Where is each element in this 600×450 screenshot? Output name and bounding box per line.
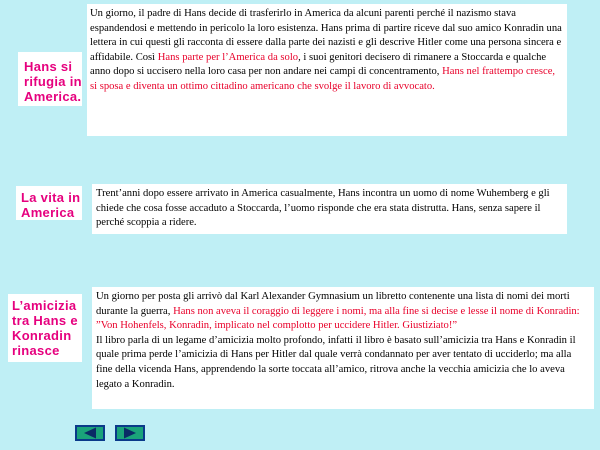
section-2-text [96, 187, 564, 231]
section-2-text-part-1: Trent’anni dopo essere arrivato in America casualmente, Hans incontra un uomo di nome Wuhemberg e gli chiede che cosa fosse accaduto a Stoccarda, l’uomo risponde che era stata distrutta. Hans, senza sapere il perché scoppia a ridere. [96, 188, 550, 229]
arrow-left-icon [77, 427, 103, 439]
section-3-title [12, 298, 84, 358]
section-1-title-line-3: America. [24, 89, 82, 104]
arrow-right-icon [117, 427, 143, 439]
section-1-highlight-1: Hans parte per l’America da solo [157, 51, 299, 63]
section-2-title [21, 190, 83, 220]
section-1-highlight-2: Hans nel frattempo cresce, si sposa e diventa un ottimo cittadino americano che svolge il lavoro di avvocato. [90, 66, 556, 92]
section-2-title-line-2: America [21, 205, 75, 220]
section-1-text [90, 7, 564, 95]
section-3-title-line-4: rinasce [12, 343, 60, 358]
section-3-title-line-1: L’amicizia [12, 298, 77, 313]
section-1-title-line-2: rifugia in [24, 74, 82, 89]
section-3-highlight-1: Hans non aveva il coraggio di leggere i nomi, ma alla fine si decise e lesse il nome di Konradin: ”Von Hohenfels, Konradin, implicato nel complotto per uccidere Hitler. Giustiziato!” [96, 305, 580, 332]
section-1-text-part-2: , i suoi genitori decisero di rimanere a Stoccarda e qualche anno dopo si uccisero nella loro casa per non andare nei campi di concentramento, [90, 51, 547, 78]
section-3-text-part-2: Il libro parla di un legame d’amicizia molto profondo, infatti il libro è basato sull’amicizia tra Hans e Konradin il quale prima perde l’amicizia di Hans per Hitler dal quale verrà condannato per aver tentato di ucciderlo; ma alla fine della vicenda Hans, apprendendo la sorte toccata all’amico, ritrova anche la vecchia amicizia che lo aveva legato a Konradin. [96, 334, 576, 390]
section-3-text [96, 290, 590, 392]
section-3-text-part-1: Un giorno per posta gli arrivò dal Karl Alexander Gymnasium un libretto contenente una lista di nomi dei morti durante la guerra, [96, 291, 570, 317]
prev-button[interactable] [75, 425, 105, 441]
section-1-title-line-1: Hans si [24, 59, 73, 74]
section-2-title-line-1: La vita in [21, 190, 81, 205]
section-3-title-line-3: Konradin [12, 328, 72, 343]
next-button[interactable] [115, 425, 145, 441]
section-3-title-line-2: tra Hans e [12, 313, 78, 328]
section-1-title [24, 59, 84, 104]
section-1-text-part-1: Un giorno, il padre di Hans decide di trasferirlo in America da alcuni parenti perché il nazismo stava espandendosi e mettendo in pericolo la loro esistenza. Hans prima di partire riceve dal suo amico Konradin una lettera in cui questi gli racconta di essere dalla parte dei nazisti e gli descrive Hitler come una persona sincera e affidabile. Così [90, 8, 562, 63]
